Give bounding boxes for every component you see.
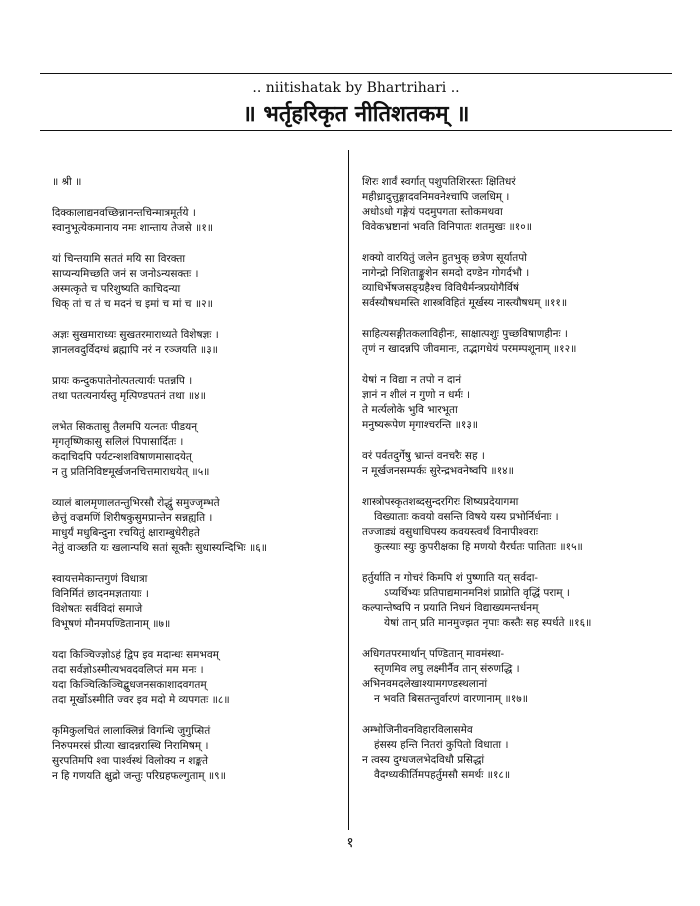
verse-line: स्वानुभूत्येकमानाय नमः शान्ताय तेजसे ॥१॥ xyxy=(52,222,214,234)
verse-line: तृणं न खादन्नपि जीवमानः, तद्भागधेयं परमम्पशूनाम् ॥१२॥ xyxy=(362,343,577,355)
verse-line: सुरपतिमपि श्वा पार्श्वस्थं विलोक्य न शङ्कते xyxy=(52,755,209,767)
verse-line: अभिनवमदलेखाश्यामगण्डस्थलानां xyxy=(362,678,488,690)
verse-1 xyxy=(52,206,352,236)
verse-line: शास्त्रोपस्कृतशब्दसुन्दरगिरः शिष्यप्रदेयागमा xyxy=(362,496,519,508)
verse-7 xyxy=(52,572,352,632)
verse-2 xyxy=(52,252,352,312)
verse-4 xyxy=(52,374,352,404)
verse-line: व्याधिर्भेषजसङ्ग्रहैश्च विविधैर्मन्त्रप्रयोगैर्विषं xyxy=(362,282,519,294)
verse-line: कृमिकुलचितं लालाक्लिन्नं विगन्धि जुगुप्सितं xyxy=(52,725,211,737)
verse-line: तदा मूर्खोऽस्मीति ज्वर इव मदो मे व्यपगतः ॥८॥ xyxy=(52,694,230,706)
right-column xyxy=(362,175,662,799)
verse-3 xyxy=(52,328,352,358)
verse-line: अधिगतपरमार्थान् पण्डितान् मावमंस्था- xyxy=(362,648,505,660)
verse-line: शक्यो वारयितुं जलेन हुतभुक् छत्रेण सूर्यातपो xyxy=(362,252,527,264)
verse-line: धिक् तां च तं च मदनं च इमां च मां च ॥२॥ xyxy=(52,298,213,310)
verse-12 xyxy=(362,327,662,357)
verse-line: नेतुं वाञ्छति यः खलान्पथि सतां सूक्तैः सुधास्यन्दिभिः ॥६॥ xyxy=(52,542,267,554)
verse-line: साहित्यसङ्गीतकलाविहीनः, साक्षात्पशुः पुच्छविषाणहीनः । xyxy=(362,328,568,340)
verse-line: मनुष्यरूपेण मृगाश्चरन्ति ॥१३॥ xyxy=(362,419,479,431)
verse-line: अम्भोजिनीवनविहारविलासमेव xyxy=(362,724,473,736)
verse-line: हंसस्य हन्ति नितरां कुपितो विधाता । xyxy=(374,739,509,751)
verse-line: तथा पतत्यनार्यस्तु मृत्पिण्डपतनं तथा ॥४॥ xyxy=(52,390,206,402)
verse-16 xyxy=(362,571,662,631)
page-number: १ xyxy=(346,835,354,851)
verse-6 xyxy=(52,496,352,556)
verse-line: सर्वस्यौषधमस्ति शास्त्रविहितं मूर्खस्य नास्त्यौषधम् ॥११॥ xyxy=(362,297,568,309)
verse-line: शिरः शार्वं स्वर्गात् पशुपतिशिरस्तः क्षितिधरं xyxy=(362,176,516,188)
verse-line: तदा सर्वज्ञोऽस्मीत्यभवदवलिप्तं मम मनः । xyxy=(52,664,204,676)
verse-line: वैदग्ध्यकीर्तिमपहर्तुमसौ समर्थः ॥१८॥ xyxy=(374,769,511,781)
verse-line: येषां न विद्या न तपो न दानं xyxy=(362,374,462,386)
verse-line: ऽप्यर्थिभ्यः प्रतिपाद्यमानमनिशं प्राप्नोति वृद्धिं पराम् । xyxy=(384,587,570,599)
verse-line: महीध्रादुत्तुङ्गादवनिमवनेश्चापि जलधिम् । xyxy=(362,191,510,203)
verse-17 xyxy=(362,647,662,707)
verse-line: ते मर्त्यलोके भुवि भारभूता xyxy=(362,404,458,416)
verse-line: तज्जाड्यं वसुधाधिपस्य कवयस्त्वर्थं विनापीश्वराः xyxy=(362,526,538,538)
verse-line: अधोऽधो गङ्गेयं पदमुपगता स्तोकमथवा xyxy=(362,206,503,218)
verse-line: यदा किञ्चित्किञ्चिद्बुधजनसकाशादवगतम् xyxy=(52,679,207,691)
verse-line: न हि गणयति क्षुद्रो जन्तुः परिग्रहफल्गुताम् ॥९॥ xyxy=(52,770,226,782)
verse-13 xyxy=(362,373,662,433)
verse-line: वरं पर्वतदुर्गेषु भ्रान्तं वनचरैः सह । xyxy=(362,450,485,462)
verse-15 xyxy=(362,495,662,555)
verse-line: कदाचिदपि पर्यटन्शशविषाणमासादयेत् xyxy=(52,451,192,463)
verse-line: कल्पान्तेष्वपि न प्रयाति निधनं विद्याख्यमन्तर्धनम् xyxy=(362,602,539,614)
verse-line: न भवति बिसतन्तुर्वारणं वारणानाम् ॥१७॥ xyxy=(374,693,529,705)
verse-line: यां चिन्तयामि सततं मयि सा विरक्ता xyxy=(52,253,186,265)
verse-line: मृगतृष्णिकासु सलिलं पिपासार्दितः । xyxy=(52,436,184,448)
verse-line: ज्ञानलवदुर्विदग्धं ब्रह्मापि नरं न रञ्जयति ॥३॥ xyxy=(52,344,218,356)
verse-line: विनिर्मितं छादनमज्ञतायाः । xyxy=(52,588,149,600)
page-subtitle: .. niitishatak by Bhartrihari .. xyxy=(252,80,460,96)
verse-line: नागेन्द्रो निशिताङ्कुशेन समदो दण्डेन गोगर्दभौ । xyxy=(362,267,530,279)
verse-line: प्रायः कन्दुकपातेनोत्पतत्यार्यः पतन्नपि । xyxy=(52,375,193,387)
verse-line: माधुर्यं मधुबिन्दुना रचयितुं क्षाराम्बुधेरीहते xyxy=(52,527,200,539)
verse-line: विशेषतः सर्वविदां समाजे xyxy=(52,603,143,615)
verse-line: ज्ञानं न शीलं न गुणो न धर्मः । xyxy=(362,389,471,401)
verse-line: येषां तान् प्रति मानमुज्झत नृपाः कस्तैः सह स्पर्धते ॥१६॥ xyxy=(384,617,592,629)
verse-line: छेत्तुं वज्रमणिं शिरीषकुसुमप्रान्तेन सन्नह्यति । xyxy=(52,512,213,524)
verse-line: कुत्स्याः स्युः कुपरीक्षका हि मणयो यैरर्घतः पातिताः ॥१५॥ xyxy=(374,541,583,553)
verse-line: लभेत सिकतासु तैलमपि यत्नतः पीडयन् xyxy=(52,421,198,433)
verse-line: निरुपमरसं प्रीत्या खादन्नरास्थि निरामिषम् । xyxy=(52,740,209,752)
verse-line: साप्यन्यमिच्छति जनं स जनोऽन्यसक्तः । xyxy=(52,268,199,280)
verse-14 xyxy=(362,449,662,479)
top-rule xyxy=(40,73,672,74)
left-column xyxy=(52,175,352,800)
verse-line: यदा किञ्चिज्ज्ञोऽहं द्विप इव मदान्धः समभवम् xyxy=(52,649,219,661)
verse-line: दिक्कालाद्यनवच्छिन्नानन्तचिन्मात्रमूर्तये । xyxy=(52,207,196,219)
verse-line: अस्मत्कृते च परिशुष्यति काचिदन्या xyxy=(52,283,181,295)
verse-11 xyxy=(362,251,662,311)
invocation xyxy=(52,175,352,190)
verse-line: स्तृणमिव लघु लक्ष्मीर्नैव तान् संरुणद्धि । xyxy=(374,663,520,675)
verse-5 xyxy=(52,420,352,480)
verse-18 xyxy=(362,723,662,783)
verse-line: अज्ञः सुखमाराध्यः सुखतरमाराध्यते विशेषज्ञः । xyxy=(52,329,219,341)
page-title: ॥ भर्तृहरिकृत नीतिशतकम् ॥ xyxy=(242,101,470,127)
verse-line: विवेकभ्रष्टानां भवति विनिपातः शतमुखः ॥१०॥ xyxy=(362,221,533,233)
verse-line: व्यालं बालमृणालतन्तुभिरसौ रोद्धुं समुज्जृम्भते xyxy=(52,497,220,509)
verse-8 xyxy=(52,648,352,708)
verse-line: न मूर्खजनसम्पर्कः सुरेन्द्रभवनेष्वपि ॥१४॥ xyxy=(362,465,514,477)
header-rule xyxy=(40,130,672,131)
shri-line: ॥ श्री ॥ xyxy=(52,176,82,188)
verse-9 xyxy=(52,724,352,784)
verse-line: न त्वस्य दुग्धजलभेदविधौ प्रसिद्धां xyxy=(362,754,485,766)
verse-line: न तु प्रतिनिविष्टमूर्खजनचित्तमाराधयेत् ॥५॥ xyxy=(52,466,210,478)
verse-line: विख्याताः कवयो वसन्ति विषये यस्य प्रभोर्निर्धनाः । xyxy=(374,511,559,523)
verse-line: स्वायत्तमेकान्तगुणं विधात्रा xyxy=(52,573,148,585)
verse-line: विभूषणं मौनमपण्डितानाम् ॥७॥ xyxy=(52,618,171,630)
verse-10 xyxy=(362,175,662,235)
verse-line: हर्तुर्याति न गोचरं किमपि शं पुष्णाति यत् सर्वदा- xyxy=(362,572,538,584)
